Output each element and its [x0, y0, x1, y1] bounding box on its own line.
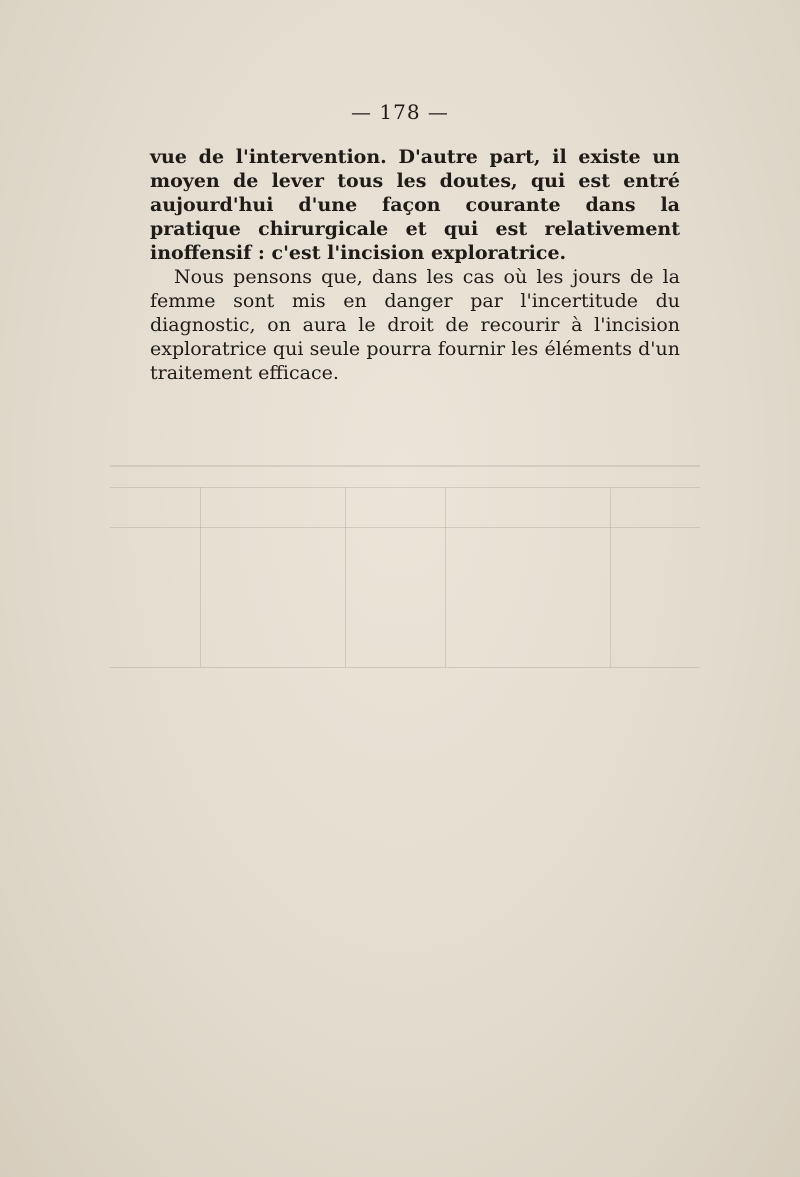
paragraph-1: vue de l'intervention. D'autre part, il existe un moyen de lever tous les doutes, qui est entré aujourd'hui d'une façon courante dans la pratique chirurgicale et qui est relativement inoffensif : c'est l'incision exploratrice. [150, 146, 680, 264]
paragraph-2: Nous pensons que, dans les cas où les jours de la femme sont mis en danger par l'incertitude du diagnostic, on aura le droit de recourir à l'incision exploratrice qui seule pourra fournir les éléments d'un traitement efficace. [150, 266, 680, 384]
body-text [150, 145, 680, 385]
show-through-table [110, 465, 700, 717]
page-number: — 178 — [351, 100, 449, 124]
